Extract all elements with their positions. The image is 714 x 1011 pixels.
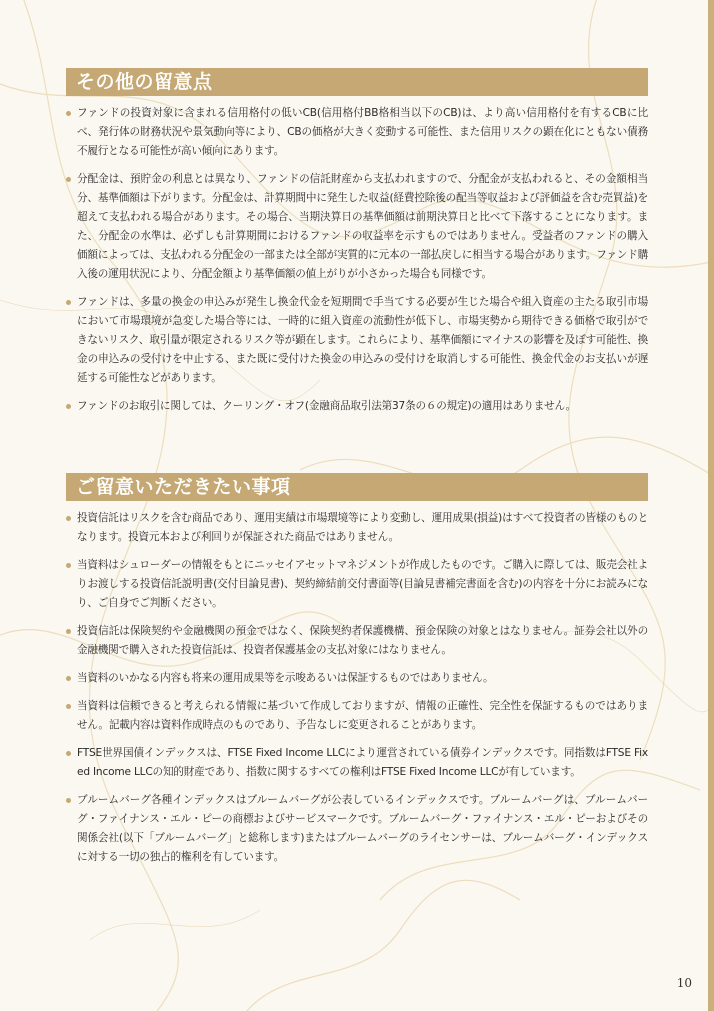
bullet-item [66,293,648,388]
bullet-dot-icon [66,404,71,409]
bullet-text: FTSE世界国債インデックスは、FTSE Fixed Income LLCにより運営されている債券インデックスです。同指数はFTSE Fixed Income LLCの知的財産であり、指数に関するすべての権利はFTSE Fixed Income LLCが有しています。 [77,747,648,778]
bullet-dot-icon [66,751,71,756]
bullet-text: ブルームバーグ各種インデックスはブルームバーグが公表しているインデックスです。ブルームバーグは、ブルームバーグ・ファイナンス・エル・ピーの商標およびサービスマークです。ブルームバーグ・ファイナンス・エル・ピーおよびその関係会社(以下「ブルームバーグ」と総称します)またはブルームバーグのライセンサーは、ブルームバーグ・インデックスに対する一切の独占的権利を有しています。 [77,794,648,863]
bullet-dot-icon [66,516,71,521]
bullet-dot-icon [66,676,71,681]
bullet-item [66,622,648,660]
bullet-text: 分配金は、預貯金の利息とは異なり、ファンドの信託財産から支払われますので、分配金が支払われると、その金額相当分、基準価額は下がります。分配金は、計算期間中に発生した収益(経費控除後の配当等収益および評価益を含む売買益)を超えて支払われる場合があります。その場合、当期決算日の基準価額は前期決算日と比べて下落することになります。また、分配金の水準は、必ずしも計算期間におけるファンドの収益率を示すものではありません。受益者のファンドの購入価額によっては、支払われる分配金の一部または全部が実質的に元本の一部払戻しに相当する場合があります。ファンド購入後の運用状況により、分配金額より基準価額の値上がりが小さかった場合も同様です。 [77,173,648,280]
bullet-dot-icon [66,704,71,709]
bullet-text: ファンドの投資対象に含まれる信用格付の低いCB(信用格付BB格相当以下のCB)は、より高い信用格付を有するCBに比べ、発行体の財務状況や景気動向等により、CBの価格が大きく変動する可能性、また信用リスクの顕在化にともない債務不履行となる可能性が高い傾向にあります。 [77,107,648,157]
bullet-item [66,791,648,867]
bullet-text: 当資料は信頼できると考えられる情報に基づいて作成しておりますが、情報の正確性、完全性を保証するものではありません。記載内容は資料作成時点のものであり、予告なしに変更されることがあります。 [77,700,648,731]
section-heading: ご留意いただきたい事項 [66,473,648,501]
section-heading: その他の留意点 [66,68,648,96]
bullet-item [66,744,648,782]
bullet-dot-icon [66,629,71,634]
bullet-text: ファンドのお取引に関しては、クーリング・オフ(金融商品取引法第37条の６の規定)の適用はありません。 [77,400,576,412]
bullet-text: 投資信託は保険契約や金融機関の預金ではなく、保険契約者保護機構、預金保険の対象とはなりません。証券会社以外の金融機関で購入された投資信託は、投資者保護基金の支払対象にはなりません。 [77,625,648,656]
bullet-item [66,669,648,688]
bullet-dot-icon [66,563,71,568]
bullet-dot-icon [66,111,71,116]
bullet-item [66,170,648,284]
section-other-notes [66,68,648,416]
bullet-item [66,509,648,547]
page-number: 10 [676,976,692,990]
bullet-text: 当資料はシュローダーの情報をもとにニッセイアセットマネジメントが作成したものです。ご購入に際しては、販売会社よりお渡しする投資信託説明書(交付目論見書)、契約締結前交付書面等(目論見書補完書面を含む)の内容を十分にお読みになり、ご自身でご判断ください。 [77,559,648,609]
bullet-text: ファンドは、多量の換金の申込みが発生し換金代金を短期間で手当てする必要が生じた場合や組入資産の主たる取引市場において市場環境が急変した場合等には、一時的に組入資産の流動性が低下し、市場実勢から期待できる価格で取引ができないリスク、取引量が限定されるリスク等が顕在します。これらにより、基準価額にマイナスの影響を及ぼす可能性、換金の申込みの受付けを中止する、また既に受付けた換金の申込みの受付けを取消しする可能性、換金代金のお支払いが遅延する可能性などがあります。 [77,296,648,384]
bullet-dot-icon [66,798,71,803]
bullet-text: 投資信託はリスクを含む商品であり、運用実績は市場環境等により変動し、運用成果(損益)はすべて投資者の皆様のものとなります。投資元本および利回りが保証された商品ではありません。 [77,512,648,543]
bullet-item [66,697,648,735]
bullet-text: 当資料のいかなる内容も将来の運用成果等を示唆あるいは保証するものではありません。 [77,672,494,684]
bullet-dot-icon [66,300,71,305]
bullet-item [66,397,648,416]
page-edge-bar [708,0,714,1011]
bullet-list [66,104,648,416]
bullet-list [66,509,648,867]
bullet-item [66,104,648,161]
bullet-dot-icon [66,177,71,182]
section-important-notices [66,473,648,867]
bullet-item [66,556,648,613]
